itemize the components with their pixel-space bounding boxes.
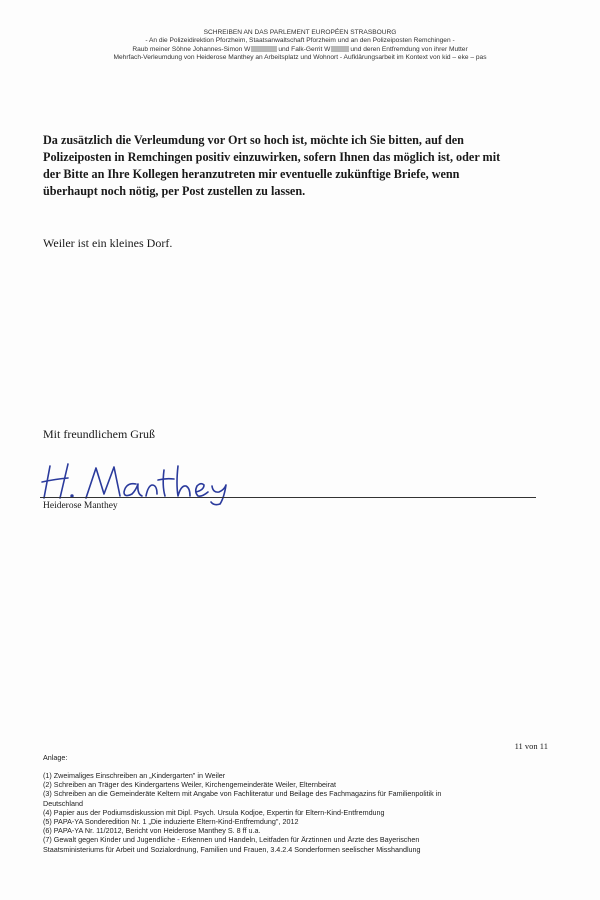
header-recipients: - An die Polizeidirektion Pforzheim, Staatsanwaltschaft Pforzheim und an den Polizeiposten Remchingen - <box>145 37 455 45</box>
letter-header <box>40 29 560 63</box>
request-paragraph <box>43 132 563 200</box>
request-line: Polizeiposten in Remchingen positiv einzuwirken, sofern Ihnen das möglich ist, oder mit <box>43 150 501 164</box>
attachment-item: (1) Zweimaliges Einschreiben an „Kindergarten" in Weiler <box>43 771 226 780</box>
redaction-mark <box>251 46 277 52</box>
handwritten-signature <box>38 458 238 506</box>
village-statement: Weiler ist ein kleines Dorf. <box>43 236 173 250</box>
request-line: Da zusätzlich die Verleumdung vor Ort so hoch ist, möchte ich Sie bitten, auf den <box>43 133 464 147</box>
signature-line <box>40 497 536 498</box>
attachment-item: (4) Papier aus der Podiumsdiskussion mit Dipl. Psych. Ursula Kodjoe, Expertin für Eltern-Kind-Entfremdung <box>43 807 385 817</box>
header-subject-part-3: und deren Entfremdung von ihrer Mutter <box>350 45 468 53</box>
attachments-label: Anlage: <box>43 753 68 762</box>
signer-name: Heiderose Manthey <box>43 501 118 511</box>
attachments-list <box>43 771 563 854</box>
attachment-item: (3) Schreiben an die Gemeinderäte Keltern mit Angabe von Fachliteratur und Beilage des Fachmagazins für Familienpolitik in <box>43 789 442 799</box>
attachment-item: Deutschland <box>43 798 83 808</box>
attachment-item: (5) PAPA-YA Sonderedition Nr. 1 „Die induzierte Eltern-Kind-Entfremdung", 2012 <box>43 817 299 827</box>
request-line: der Bitte an Ihre Kollegen heranzutreten mir eventuelle zukünftige Briefe, wenn <box>43 167 460 181</box>
header-subject-line <box>40 46 560 54</box>
attachment-item: (6) PAPA-YA Nr. 11/2012, Bericht von Heiderose Manthey S. 8 ff u.a. <box>43 826 261 836</box>
request-line: überhaupt noch nötig, per Post zustellen zu lassen. <box>43 184 306 198</box>
redaction-mark <box>331 46 349 52</box>
header-subject-part-1: Raub meiner Söhne Johannes-Simon W <box>132 45 251 53</box>
header-title: SCHREIBEN AN DAS PARLEMENT EUROPÉEN STRASBOURG <box>203 29 397 36</box>
attachment-item: (7) Gewalt gegen Kinder und Jugendliche - Erkennen und Handeln, Leitfaden für Ärztinnen und Ärzte des Bayerischen <box>43 835 420 845</box>
attachment-item: (2) Schreiben an Träger des Kindergartens Weiler, Kirchengemeinderäte Weiler, Elternbeirat <box>43 780 336 790</box>
closing-greeting: Mit freundlichem Gruß <box>43 427 155 441</box>
header-context: Mehrfach-Verleumdung von Heiderose Manthey an Arbeitsplatz und Wohnort - Aufklärungsarbeit im Kontext von kid – eke – pas <box>113 54 487 62</box>
attachment-item: Staatsministeriums für Arbeit und Sozialordnung, Familien und Frauen, 3.4.2.4 Sonderformen seelischer Misshandlung <box>43 844 421 854</box>
header-subject-part-2: und Falk-Gerrit W <box>278 45 331 53</box>
page-number: 11 von 11 <box>514 741 548 751</box>
